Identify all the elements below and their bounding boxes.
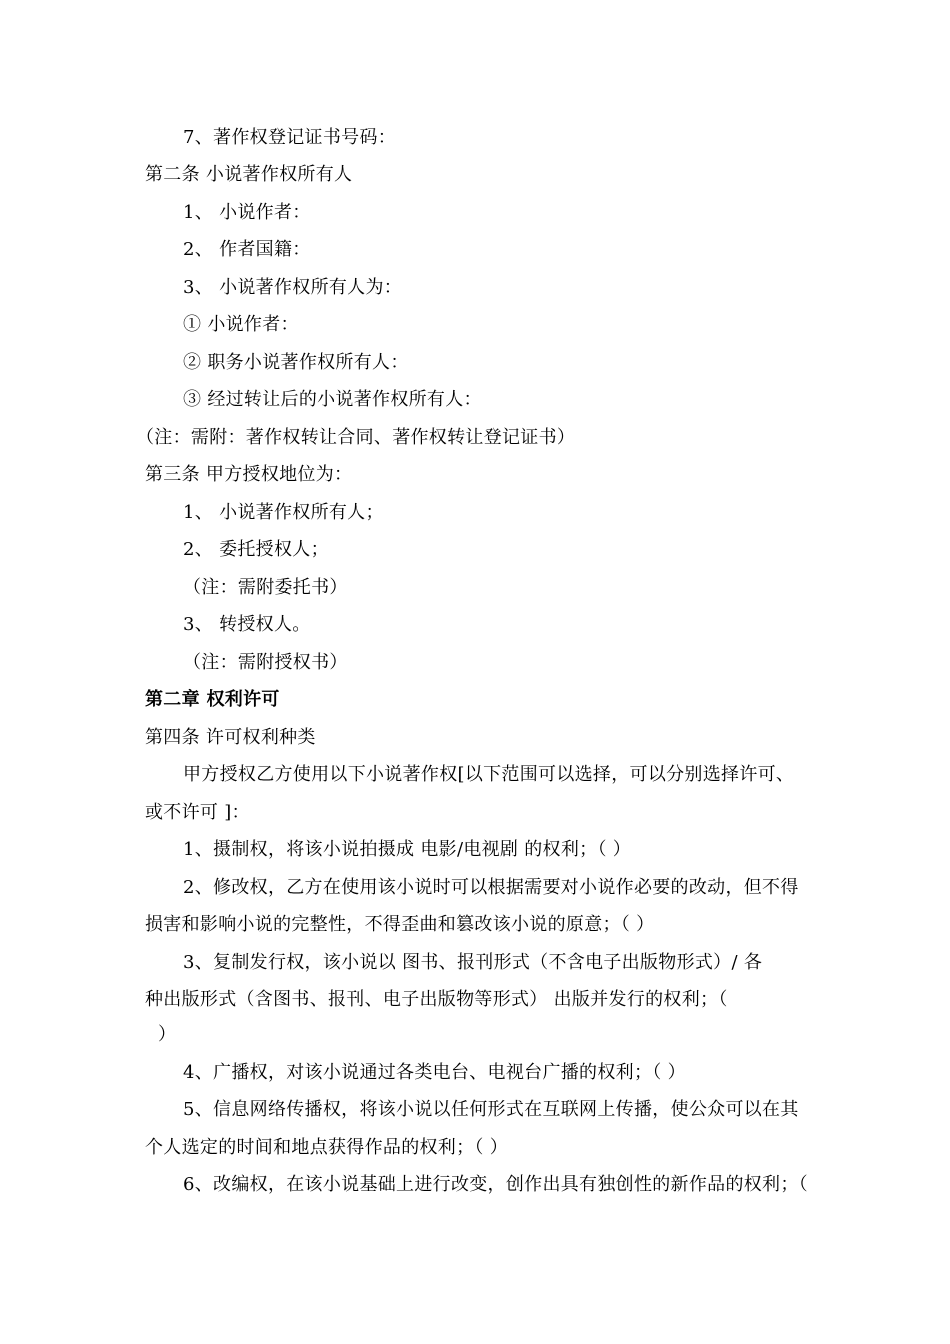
article-4-intro: 甲方授权乙方使用以下小说著作权[以下范围可以选择，可以分别选择许可、 (183, 764, 795, 785)
entrustment-note: （注：需附委托书） (183, 577, 348, 598)
right-reproduction-distribution: 3、复制发行权，该小说以 图书、报刊形式（不含电子出版物形式）/ 各 (183, 952, 763, 973)
article-3-heading: 第三条 甲方授权地位为： (145, 464, 353, 485)
right-filming: 1、摄制权，将该小说拍摄成 电影/电视剧 的权利；（ ） (183, 839, 632, 860)
status-option-1: 1、 小说著作权所有人； (183, 502, 384, 523)
right-modification: 2、修改权，乙方在使用该小说时可以根据需要对小说作必要的改动，但不得 (183, 877, 799, 898)
right-network-dissemination-cont: 个人选定的时间和地点获得作品的权利；（ ） (145, 1137, 509, 1158)
owner-option-3: ③ 经过转让后的小说著作权所有人： (183, 389, 482, 410)
owner-option-2: ② 职务小说著作权所有人： (183, 352, 409, 373)
article-2-heading: 第二条 小说著作权所有人 (145, 164, 353, 185)
right-adaptation: 6、改编权，在该小说基础上进行改变，创作出具有独创性的新作品的权利；（ (183, 1174, 808, 1195)
article-4-intro-cont: 或不许可 ]： (145, 802, 250, 823)
right-network-dissemination: 5、信息网络传播权，将该小说以任何形式在互联网上传播，使公众可以在其 (183, 1099, 799, 1120)
author-nationality-line: 2、 作者国籍： (183, 239, 311, 260)
owner-option-1: ① 小说作者： (183, 314, 299, 335)
chapter-2-heading: 第二章 权利许可 (145, 689, 280, 710)
right-modification-cont: 损害和影响小说的完整性，不得歪曲和篡改该小说的原意；（ ） (145, 914, 655, 935)
status-option-2: 2、 委托授权人； (183, 539, 329, 560)
copyright-registration-number-line: 7、著作权登记证书号码： (183, 127, 397, 148)
transfer-note: （注：需附：著作权转让合同、著作权转让登记证书） (136, 427, 576, 448)
status-option-3: 3、 转授权人。 (183, 614, 311, 635)
authorization-note: （注：需附授权书） (183, 652, 348, 673)
novel-author-line: 1、 小说作者： (183, 202, 311, 223)
copyright-owner-line: 3、 小说著作权所有人为： (183, 277, 403, 298)
right-reproduction-distribution-end: ） (158, 1024, 177, 1045)
right-reproduction-distribution-cont: 种出版形式（含图书、报刊、电子出版物等形式） 出版并发行的权利；（ (145, 989, 728, 1010)
right-broadcasting: 4、广播权，对该小说通过各类电台、电视台广播的权利；（ ） (183, 1062, 686, 1083)
article-4-heading: 第四条 许可权利种类 (145, 727, 316, 748)
